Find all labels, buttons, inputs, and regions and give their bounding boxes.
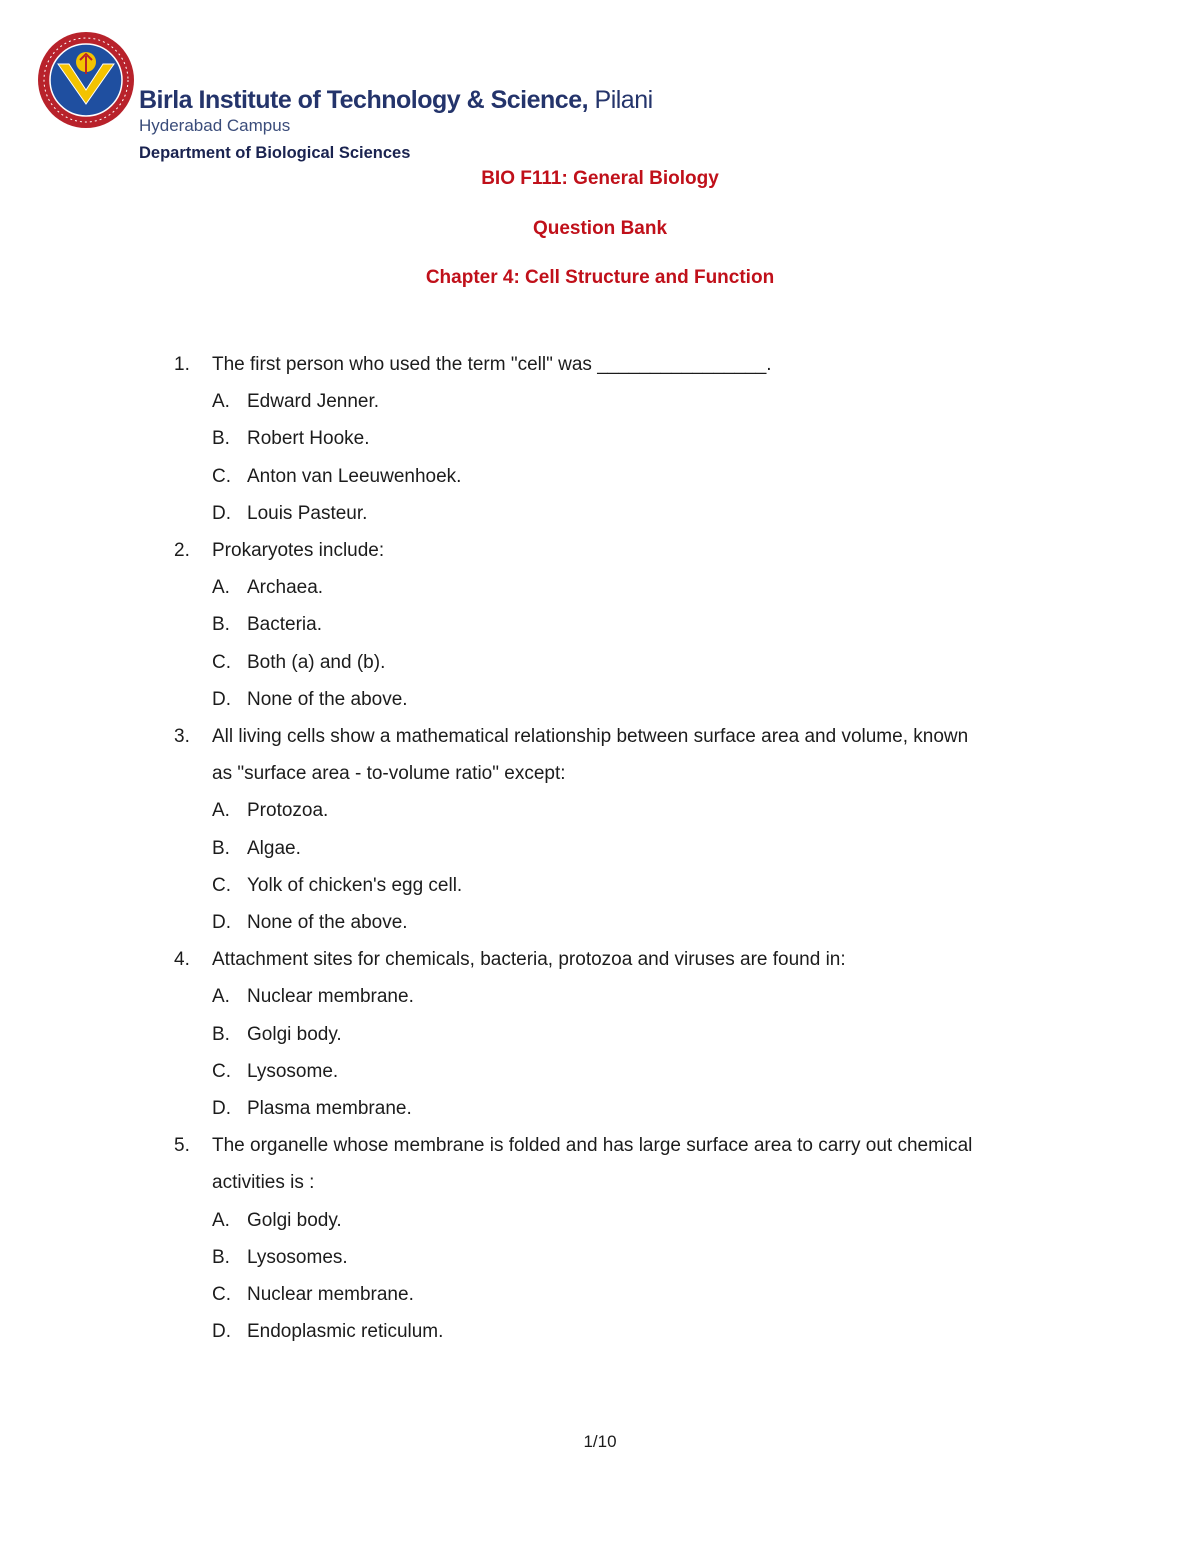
option-text: Archaea. bbox=[247, 577, 324, 599]
option-text: Edward Jenner. bbox=[247, 391, 380, 413]
option-text: Golgi body. bbox=[247, 1023, 342, 1045]
option-text: Robert Hooke. bbox=[247, 428, 370, 450]
option-letter: C. bbox=[212, 874, 231, 896]
option-text: Anton van Leeuwenhoek. bbox=[247, 465, 462, 487]
answer-option bbox=[0, 458, 1200, 495]
option-letter: D. bbox=[212, 1098, 231, 1120]
bits-pilani-crest-icon bbox=[36, 30, 136, 130]
option-text: Protozoa. bbox=[247, 800, 329, 822]
option-letter: C. bbox=[212, 1060, 231, 1082]
option-letter: C. bbox=[212, 1284, 231, 1306]
question-text-line bbox=[0, 755, 1200, 792]
answer-option bbox=[0, 1276, 1200, 1313]
option-letter: D. bbox=[212, 502, 231, 524]
institute-name-line bbox=[139, 86, 653, 115]
question-text: Attachment sites for chemicals, bacteria, protozoa and viruses are found in: bbox=[212, 949, 846, 971]
answer-option bbox=[0, 1016, 1200, 1053]
option-text: Lysosomes. bbox=[247, 1246, 348, 1268]
option-letter: C. bbox=[212, 465, 231, 487]
answer-option bbox=[0, 1202, 1200, 1239]
option-letter: B. bbox=[212, 1246, 230, 1268]
question-text: The first person who used the term "cell" was ________________. bbox=[212, 354, 772, 375]
answer-option bbox=[0, 1239, 1200, 1276]
institute-location: Pilani bbox=[594, 86, 653, 114]
question-text-line bbox=[0, 718, 1200, 755]
answer-option bbox=[0, 1313, 1200, 1350]
option-text: Yolk of chicken's egg cell. bbox=[247, 874, 463, 896]
option-text: Louis Pasteur. bbox=[247, 502, 368, 524]
option-text: Algae. bbox=[247, 837, 301, 859]
answer-option bbox=[0, 420, 1200, 457]
option-letter: B. bbox=[212, 614, 230, 636]
question-text-line bbox=[0, 1164, 1200, 1201]
option-letter: A. bbox=[212, 986, 230, 1008]
question-text: All living cells show a mathematical relationship between surface area and volume, known bbox=[212, 726, 969, 748]
question-list bbox=[0, 346, 1200, 1350]
option-letter: D. bbox=[212, 688, 231, 710]
question-number: 5. bbox=[174, 1135, 190, 1157]
option-letter: A. bbox=[212, 391, 230, 413]
question-text: Prokaryotes include: bbox=[212, 540, 385, 562]
answer-option bbox=[0, 383, 1200, 420]
option-letter: D. bbox=[212, 912, 231, 934]
course-title: BIO F111: General Biology bbox=[481, 168, 719, 189]
option-text: Golgi body. bbox=[247, 1209, 342, 1231]
option-letter: A. bbox=[212, 800, 230, 822]
answer-option bbox=[0, 978, 1200, 1015]
question-number: 2. bbox=[174, 540, 190, 562]
question-text-line bbox=[0, 1127, 1200, 1164]
answer-option bbox=[0, 569, 1200, 606]
option-text: None of the above. bbox=[247, 912, 408, 934]
question-text-line bbox=[0, 532, 1200, 569]
answer-option bbox=[0, 1090, 1200, 1127]
option-text: Nuclear membrane. bbox=[247, 986, 414, 1008]
campus-name: Hyderabad Campus bbox=[139, 116, 291, 135]
question-text-line bbox=[0, 346, 1200, 383]
institute-name: Birla Institute of Technology & Science, bbox=[139, 86, 589, 114]
question-text: The organelle whose membrane is folded and has large surface area to carry out chemical bbox=[212, 1135, 973, 1157]
question-text-line bbox=[0, 941, 1200, 978]
page-number: 1/10 bbox=[583, 1432, 617, 1451]
answer-option bbox=[0, 867, 1200, 904]
option-text: Both (a) and (b). bbox=[247, 651, 386, 673]
chapter-title: Chapter 4: Cell Structure and Function bbox=[425, 267, 775, 288]
option-letter: B. bbox=[212, 1023, 230, 1045]
option-text: Plasma membrane. bbox=[247, 1098, 412, 1120]
question-text: activities is : bbox=[212, 1172, 315, 1194]
question-number: 3. bbox=[174, 726, 190, 748]
option-text: None of the above. bbox=[247, 688, 408, 710]
answer-option bbox=[0, 495, 1200, 532]
question-bank-title: Question Bank bbox=[532, 218, 668, 239]
document-header bbox=[36, 30, 736, 162]
option-text: Lysosome. bbox=[247, 1060, 339, 1082]
option-text: Bacteria. bbox=[247, 614, 322, 636]
option-letter: B. bbox=[212, 428, 230, 450]
answer-option bbox=[0, 904, 1200, 941]
question-number: 1. bbox=[174, 354, 190, 375]
option-letter: C. bbox=[212, 651, 231, 673]
answer-option bbox=[0, 830, 1200, 867]
option-text: Nuclear membrane. bbox=[247, 1284, 414, 1306]
question-text: as "surface area - to-volume ratio" except: bbox=[212, 763, 566, 785]
answer-option bbox=[0, 606, 1200, 643]
option-letter: D. bbox=[212, 1321, 231, 1343]
answer-option bbox=[0, 681, 1200, 718]
answer-option bbox=[0, 644, 1200, 681]
question-number: 4. bbox=[174, 949, 190, 971]
option-letter: A. bbox=[212, 1209, 230, 1231]
option-text: Endoplasmic reticulum. bbox=[247, 1321, 444, 1343]
department-name: Department of Biological Sciences bbox=[139, 144, 411, 162]
option-letter: B. bbox=[212, 837, 230, 859]
option-letter: A. bbox=[212, 577, 230, 599]
answer-option bbox=[0, 1053, 1200, 1090]
answer-option bbox=[0, 792, 1200, 829]
